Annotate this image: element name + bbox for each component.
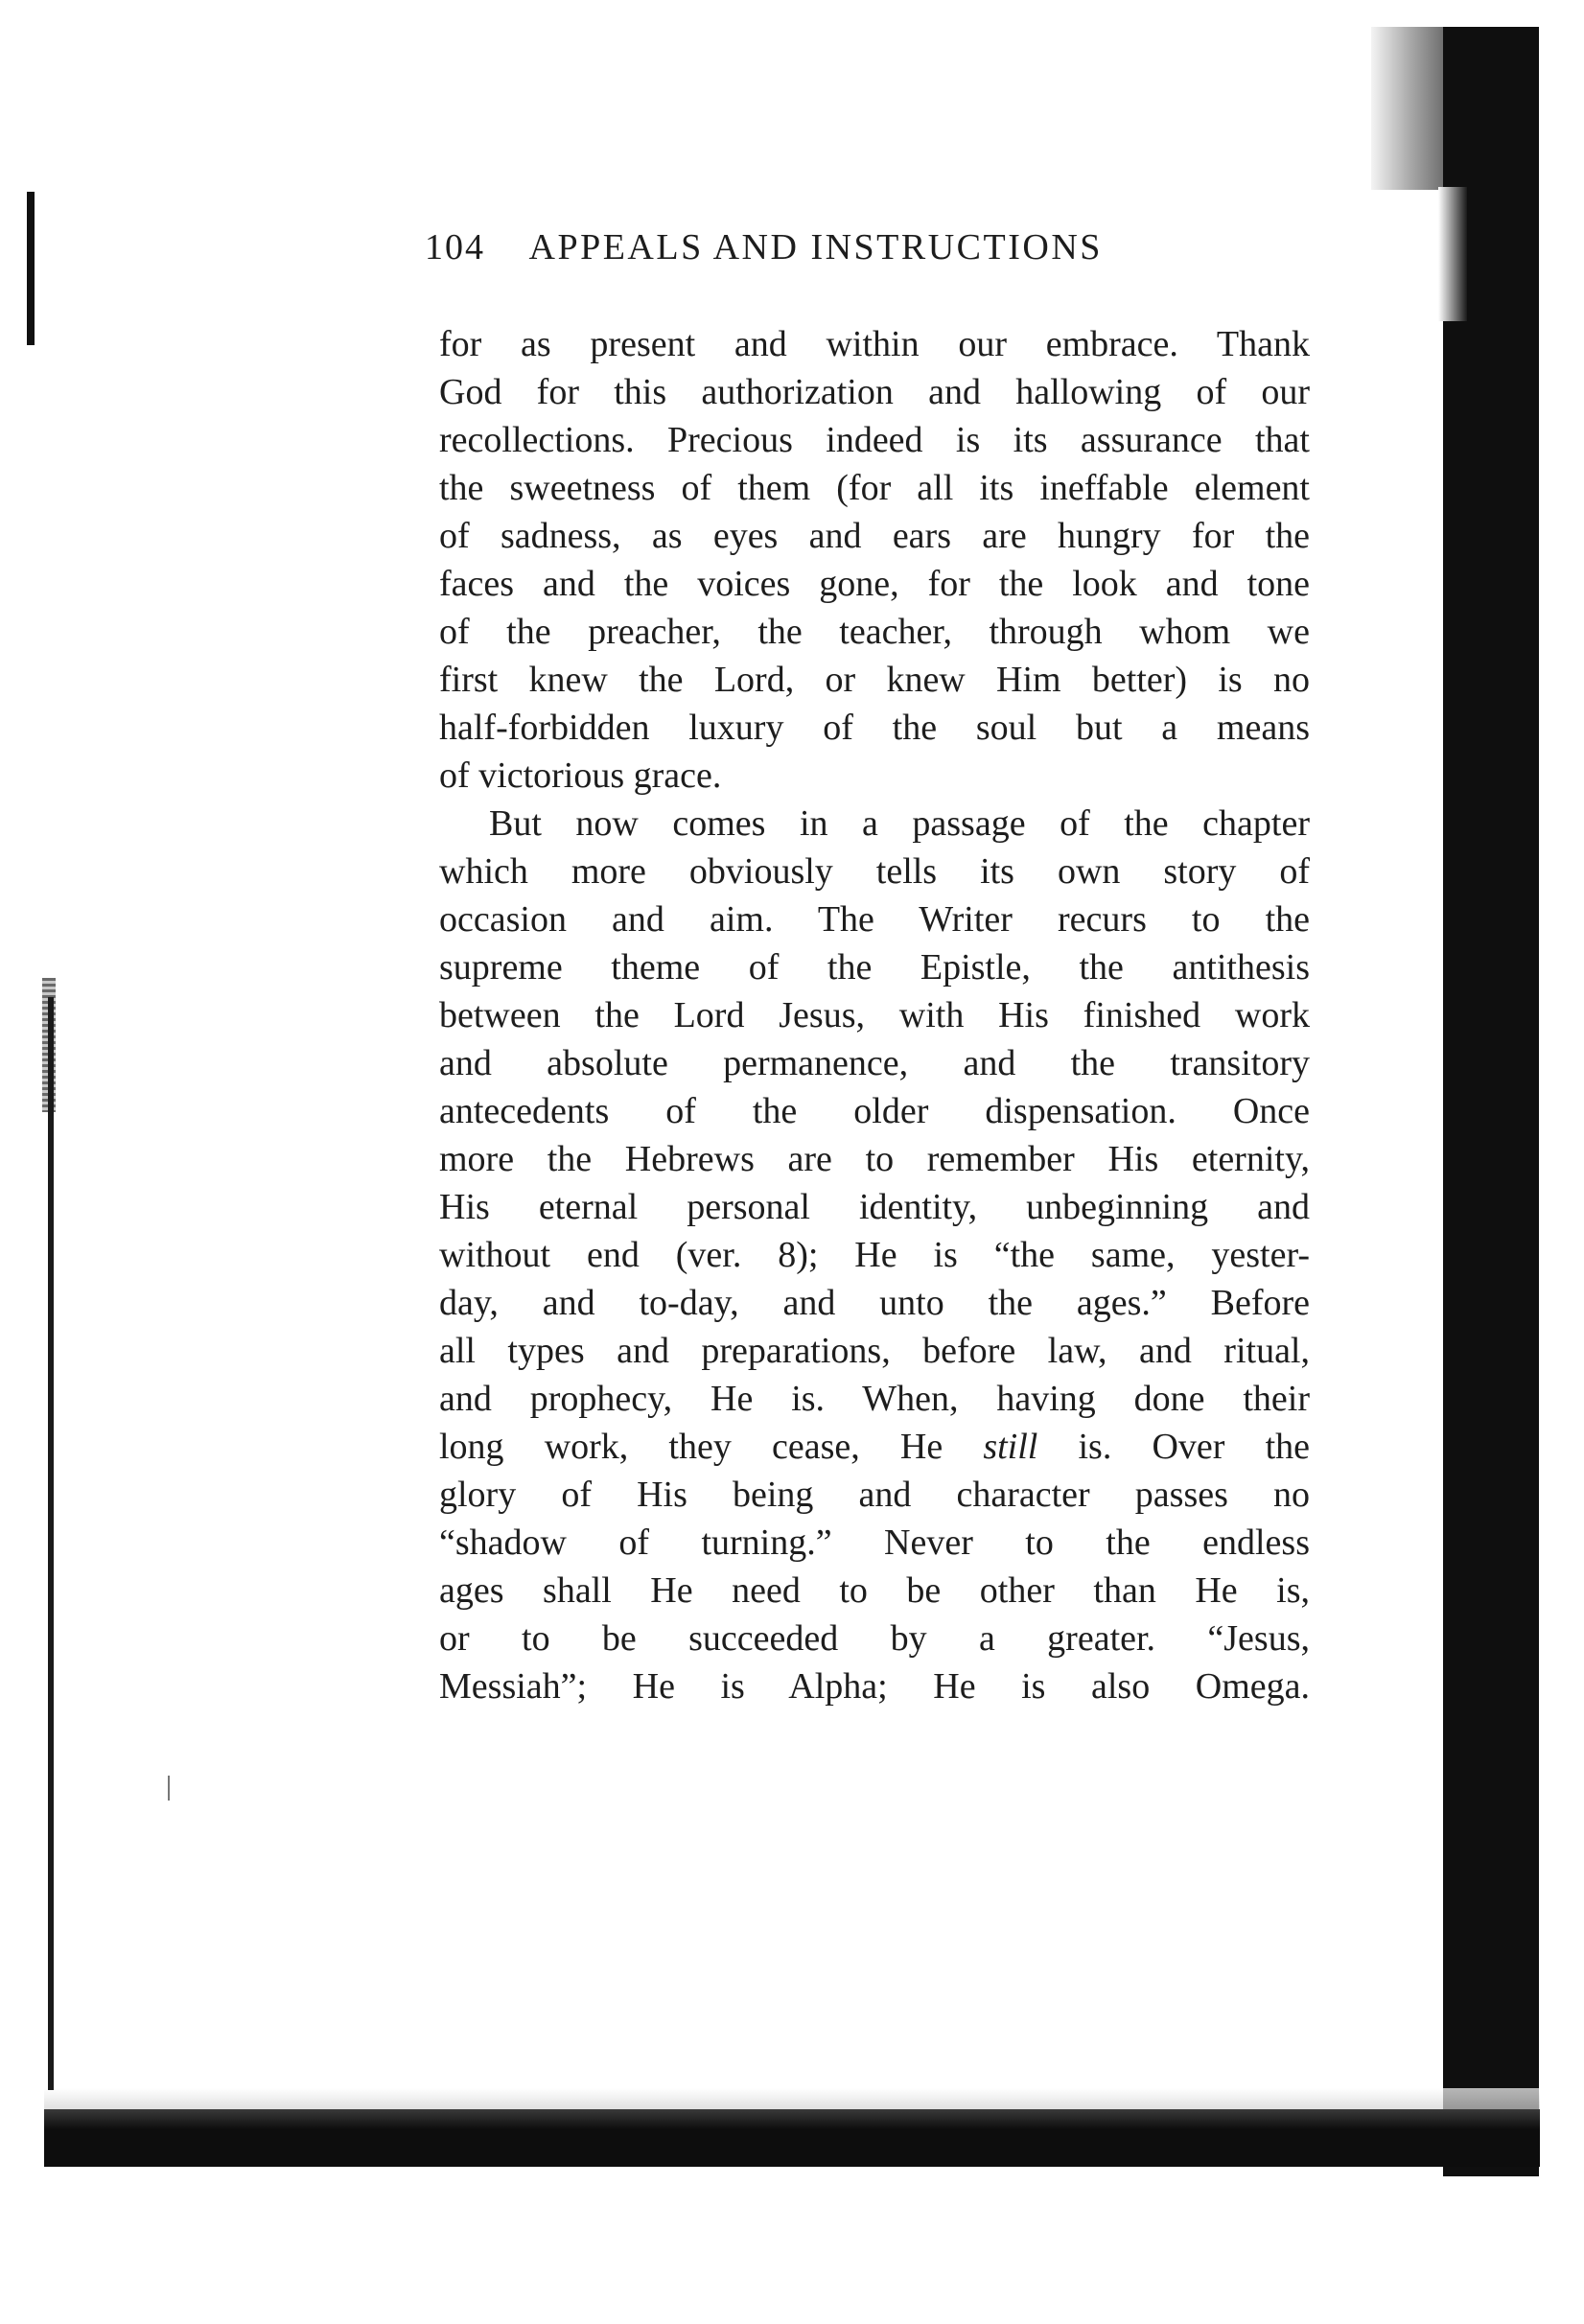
text-line: more the Hebrews are to remember His eternity, <box>439 1139 1310 1179</box>
scan-edge-right-taper <box>1438 187 1467 321</box>
text-line: and absolute permanence, and the transitory <box>439 1043 1310 1083</box>
page-body <box>439 320 1310 1710</box>
text-line: faces and the voices gone, for the look and tone <box>439 564 1310 604</box>
text-line: But now comes in a passage of the chapter <box>489 803 1310 844</box>
text-line-with-italic <box>439 1423 1310 1471</box>
text-line: without end (ver. 8); He is “the same, yester- <box>439 1235 1310 1275</box>
text-line: or to be succeeded by a greater. “Jesus, <box>439 1618 1310 1659</box>
scan-mark-left-top <box>27 192 35 345</box>
scan-edge-bottom <box>44 2109 1540 2167</box>
text-line: recollections. Precious indeed is its assurance that <box>439 420 1310 460</box>
text-line: antecedents of the older dispensation. Once <box>439 1091 1310 1131</box>
text-line: God for this authorization and hallowing of our <box>439 372 1310 412</box>
text-line: and prophecy, He is. When, having done their <box>439 1379 1310 1419</box>
text-line: all types and preparations, before law, and ritual, <box>439 1331 1310 1371</box>
text-line: which more obviously tells its own story of <box>439 851 1310 892</box>
text-line: first knew the Lord, or knew Him better) is no <box>439 660 1310 700</box>
text-line: Messiah”; He is Alpha; He is also Omega. <box>439 1666 1310 1707</box>
running-title: APPEALS AND INSTRUCTIONS <box>528 227 1103 267</box>
text-line: “shadow of turning.” Never to the endless <box>439 1522 1310 1563</box>
text-line: ages shall He need to be other than He is, <box>439 1570 1310 1611</box>
text-line: of sadness, as eyes and ears are hungry for the <box>439 516 1310 556</box>
text-line: for as present and within our embrace. Thank <box>439 324 1310 364</box>
text-line: day, and to-day, and unto the ages.” Before <box>439 1283 1310 1323</box>
text-line: the sweetness of them (for all its ineffable element <box>439 468 1310 508</box>
text-line: supreme theme of the Epistle, the antithesis <box>439 947 1310 988</box>
text-line: of the preacher, the teacher, through whom we <box>439 612 1310 652</box>
text-line: between the Lord Jesus, with His finished work <box>439 995 1310 1035</box>
running-head <box>425 226 1288 284</box>
text-line: of victorious grace. <box>439 755 722 796</box>
text-fragment: long work, they cease, He <box>439 1427 943 1467</box>
text-line: His eternal personal identity, unbeginning and <box>439 1187 1310 1227</box>
scan-tick-left <box>168 1776 170 1801</box>
text-line: half-forbidden luxury of the soul but a means <box>439 708 1310 748</box>
text-fragment: is. Over the <box>1078 1427 1311 1467</box>
scan-edge-right <box>1443 27 1539 2176</box>
scan-shadow-bottom <box>44 2088 1540 2111</box>
scan-edge-left <box>48 997 54 2090</box>
page-number: 104 <box>425 227 485 267</box>
italic-word: still <box>983 1427 1038 1467</box>
text-line: occasion and aim. The Writer recurs to the <box>439 899 1310 940</box>
text-line: glory of His being and character passes no <box>439 1475 1310 1515</box>
